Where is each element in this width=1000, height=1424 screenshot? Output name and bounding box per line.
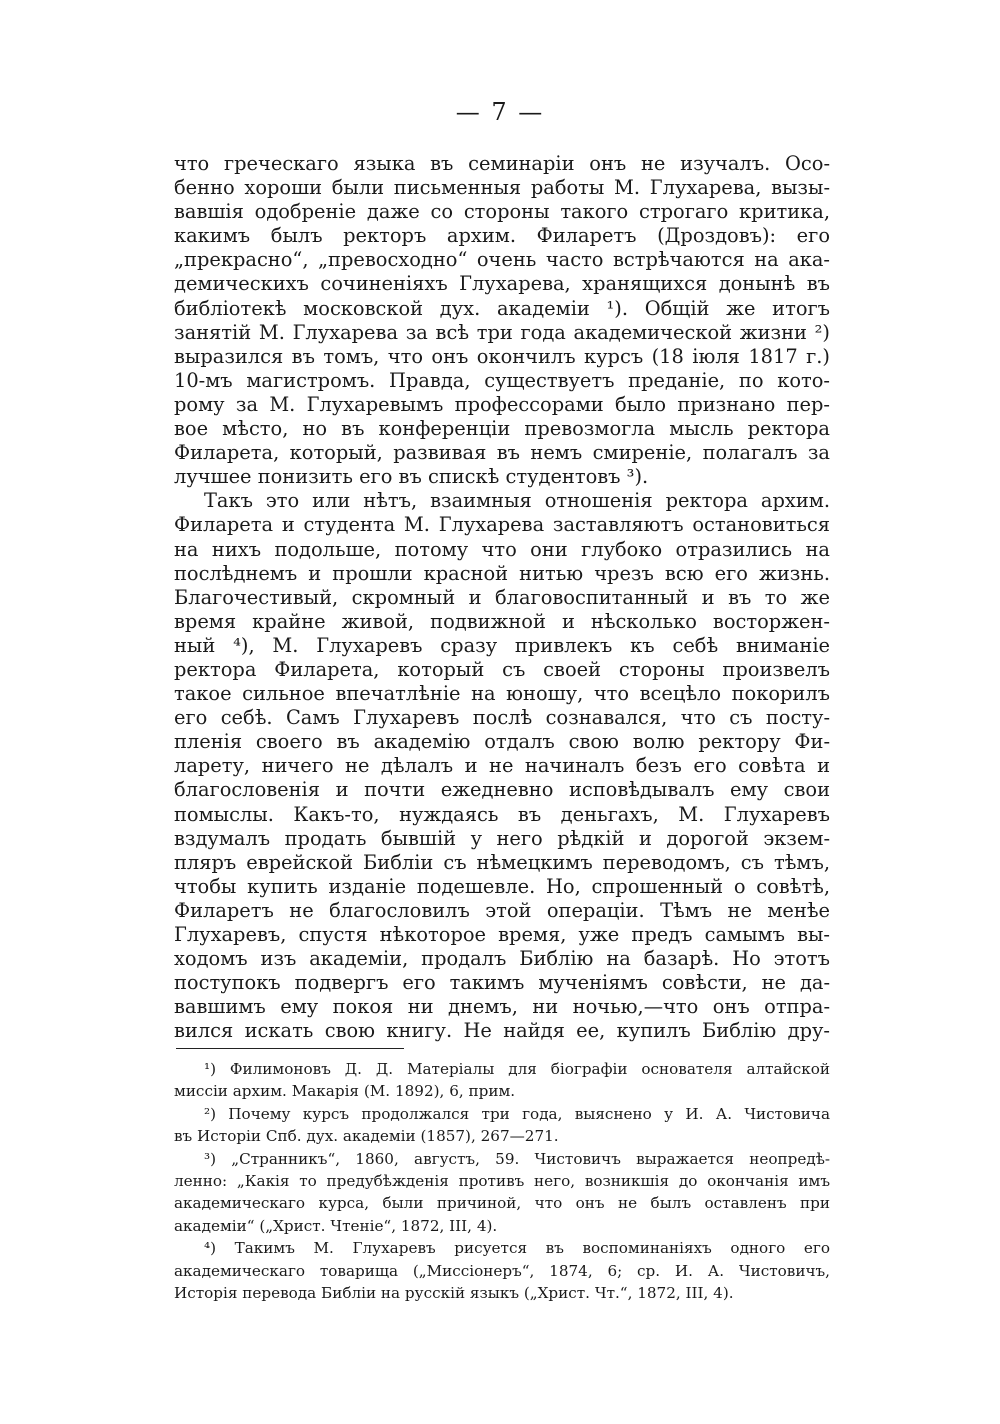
footnote-line: въ Исторіи Спб. дух. академіи (1857), 267—271. <box>174 1127 559 1146</box>
text-line: выразился въ томъ, что онъ окончилъ курсъ (18 іюля 1817 г.) <box>174 344 830 368</box>
text-line: вился искать свою книгу. Не найдя ее, купилъ Библію дру- <box>174 1019 830 1043</box>
text-line: вое мѣсто, но въ конференціи превозмогла мысль ректора <box>174 417 830 441</box>
footnote <box>174 1148 830 1238</box>
text-line: Глухаревъ, спустя нѣкоторое время, уже предъ самымъ вы- <box>174 923 830 946</box>
text-line: ректора Филарета, который съ своей стороны произвелъ <box>174 657 830 681</box>
footnote-line: ²) Почему курсъ продолжался три года, выяснено у И. А. Чистовича <box>204 1104 830 1123</box>
footnote-line: Исторія перевода Библіи на русскій языкъ („Христ. Чт.“, 1872, III, 4). <box>174 1284 734 1303</box>
text-line: ларету, ничего не дѣлалъ и не начиналъ безъ его совѣта и <box>174 754 830 778</box>
text-line: Филаретъ не благословилъ этой операціи. Тѣмъ не менѣе <box>174 898 830 922</box>
text-line: время крайне живой, подвижной и нѣсколько восторжен- <box>174 609 830 633</box>
text-line: пляръ еврейской Библіи съ нѣмецкимъ переводомъ, съ тѣмъ, <box>174 850 830 874</box>
text-line: послѣднемъ и прошли красной нитью чрезъ всю его жизнь. <box>174 561 830 585</box>
footnote-line: академическаго курса, были причиной, что онъ не былъ оставленъ при <box>174 1194 830 1213</box>
footnote <box>174 1103 830 1148</box>
text-line: вавшія одобреніе даже со стороны такого строгаго критика, <box>174 200 830 224</box>
main-text <box>174 152 830 1043</box>
text-line: библіотекѣ московской дух. академіи ¹). Общій же итогъ <box>174 296 830 320</box>
text-line: вздумалъ продать бывшій у него рѣдкій и дорогой экзем- <box>174 826 830 850</box>
text-line: вавшимъ ему покоя ни днемъ, ни ночью,—что онъ отпра- <box>174 995 830 1019</box>
text-line: благословенія и почти ежедневно исповѣдывалъ ему свои <box>174 778 830 802</box>
footnote-divider <box>176 1048 404 1049</box>
footnote-line: академіи“ („Христ. Чтеніе“, 1872, III, 4). <box>174 1216 498 1235</box>
text-line: ный ⁴), М. Глухаревъ сразу привлекъ къ себѣ вниманіе <box>174 633 830 657</box>
footnote-line: ⁴) Такимъ М. Глухаревъ рисуется въ воспоминаніяхъ одного его <box>204 1239 830 1258</box>
footnote-line: академическаго товарища („Миссіонеръ“, 1874, 6; ср. И. А. Чистовичъ, <box>174 1261 830 1280</box>
text-line: Филарета и студента М. Глухарева заставляютъ остановиться <box>174 513 830 537</box>
paragraph <box>174 152 830 489</box>
text-line: „прекрасно“, „превосходно“ очень часто встрѣчаются на ака- <box>174 248 830 272</box>
text-line: поступокъ подвергъ его такимъ мученіямъ совѣсти, не да- <box>174 971 830 995</box>
text-line: на нихъ подольше, потому что они глубоко отразились на <box>174 537 830 561</box>
text-line: бенно хороши были письменныя работы М. Глухарева, вызы- <box>174 176 830 200</box>
text-line: рому за М. Глухаревымъ профессорами было признано пер- <box>174 392 830 416</box>
paragraph <box>174 489 830 1043</box>
text-line: такое сильное впечатлѣніе на юношу, что всецѣло покорилъ <box>174 682 830 706</box>
footnote-line: ленно: „Какія то предубѣжденія противъ него, возникшія до окончанія имъ <box>174 1172 830 1191</box>
text-line: ходомъ изъ академіи, продалъ Библію на базарѣ. Но этотъ <box>174 947 830 971</box>
footnote-line: ³) „Странникъ“, 1860, августъ, 59. Чистовичъ выражается неопредѣ- <box>204 1149 830 1168</box>
footnote-line: миссіи архим. Макарія (М. 1892), 6, прим. <box>174 1082 516 1101</box>
text-line: что греческаго языка въ семинаріи онъ не изучалъ. Осо- <box>174 152 830 175</box>
page-number: — 7 — <box>455 98 545 126</box>
text-line: чтобы купить изданіе подешевле. Но, спрошенный о совѣтѣ, <box>174 874 830 898</box>
text-line: какимъ былъ ректоръ архим. Филаретъ (Дроздовъ): его <box>174 224 830 248</box>
text-line: Такъ это или нѣтъ, взаимныя отношенія ректора архим. <box>204 489 830 513</box>
footnote <box>174 1237 830 1304</box>
text-line: занятій М. Глухарева за всѣ три года академической жизни ²) <box>174 320 830 344</box>
text-line: демическихъ сочиненіяхъ Глухарева, хранящихся донынѣ въ <box>174 272 830 296</box>
text-line: 10-мъ магистромъ. Правда, существуетъ преданіе, по кото- <box>174 368 830 392</box>
text-line: помыслы. Какъ-то, нуждаясь въ деньгахъ, М. Глухаревъ <box>174 802 830 826</box>
footnote-line: ¹) Филимоновъ Д. Д. Матеріалы для біографіи основателя алтайской <box>204 1060 830 1078</box>
text-line: Благочестивый, скромный и благовоспитанный и въ то же <box>174 585 830 609</box>
footnotes <box>174 1058 830 1304</box>
text-line: лучшее понизить его въ спискѣ студентовъ ³). <box>174 465 649 489</box>
text-line: пленія своего въ академію отдалъ свою волю ректору Фи- <box>174 730 830 754</box>
text-line: его себѣ. Самъ Глухаревъ послѣ сознавался, что съ посту- <box>174 706 830 730</box>
text-line: Филарета, который, развивая въ немъ смиреніе, полагалъ за <box>174 441 830 465</box>
footnote <box>174 1058 830 1103</box>
